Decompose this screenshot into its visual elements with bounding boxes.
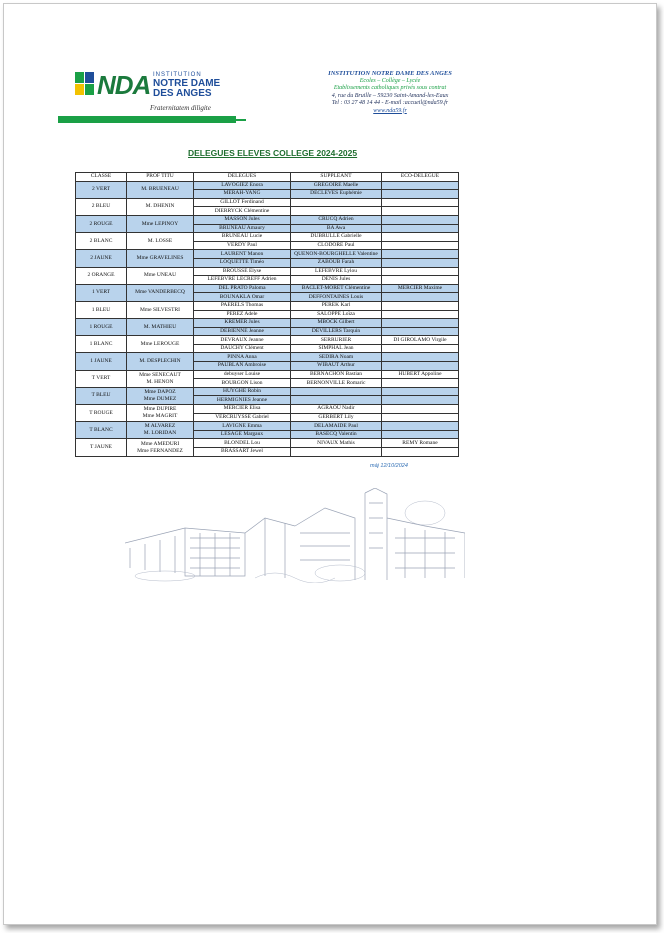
- cell-eco-delegue: MERCIER Maxime: [382, 284, 459, 293]
- cell-eco-delegue: [382, 207, 459, 216]
- motto: Fraternitatem diligite: [150, 104, 211, 112]
- cell-classe: 1 BLANC: [76, 336, 127, 353]
- table-row: [76, 250, 459, 259]
- cell-eco-delegue: [382, 344, 459, 353]
- cell-suppleant: DENIS Jules: [291, 276, 382, 285]
- cell-suppleant: LEFEBVRE Lylou: [291, 267, 382, 276]
- header-eco-delegue: ECO-DELEGUE: [382, 173, 459, 182]
- logo-name: [153, 79, 220, 99]
- cell-eco-delegue: REMY Romane: [382, 439, 459, 448]
- cell-delegue: VERDY Paul: [194, 241, 291, 250]
- cell-suppleant: [291, 387, 382, 396]
- cell-classe: 1 VERT: [76, 284, 127, 301]
- cell-prof: [127, 301, 194, 318]
- cell-prof: [127, 250, 194, 267]
- cell-eco-delegue: [382, 233, 459, 242]
- cell-delegue: LAVIGNE Emma: [194, 422, 291, 431]
- cell-prof: [127, 233, 194, 250]
- cell-delegue: HERMIGNIES Jeanne: [194, 396, 291, 405]
- prof-name: M. LOSSE: [147, 237, 173, 244]
- logo-shield-icon: [75, 70, 95, 96]
- logo-institution-text: INSTITUTION: [153, 72, 202, 78]
- address-street: 4, rue du Bruille – 59230 Saint-Amand-les-Eaux: [331, 92, 449, 99]
- cell-suppleant: SIMPHAL Jean: [291, 344, 382, 353]
- address-status: Etablissements catholiques privés sous contrat: [333, 85, 447, 91]
- header-delegues: DELEGUES: [194, 173, 291, 182]
- cell-suppleant: SEDIRA Noam: [291, 353, 382, 362]
- cell-eco-delegue: [382, 327, 459, 336]
- cell-prof: [127, 422, 194, 439]
- cell-delegue: DEBIENNE Jeanne: [194, 327, 291, 336]
- cell-suppleant: DECLEVES Euphémie: [291, 190, 382, 199]
- cell-suppleant: CLODORE Paul: [291, 241, 382, 250]
- prof-name: Mme SILVESTRI: [140, 306, 180, 313]
- delegates-table: [75, 172, 459, 457]
- cell-eco-delegue: [382, 422, 459, 431]
- table-row: [76, 198, 459, 207]
- cell-suppleant: BERNACHON Bastian: [291, 370, 382, 379]
- cell-suppleant: MBOCK Gilbert: [291, 319, 382, 328]
- cell-prof: [127, 439, 194, 456]
- cell-prof: [127, 319, 194, 336]
- cell-delegue: MERCIER Elisa: [194, 405, 291, 414]
- cell-prof: [127, 284, 194, 301]
- table-row: [76, 215, 459, 224]
- cell-delegue: BRASSART Jewel: [194, 448, 291, 457]
- cell-eco-delegue: [382, 293, 459, 302]
- cell-delegue: LAVOGIEZ Enora: [194, 181, 291, 190]
- cell-delegue: LAURENT Manon: [194, 250, 291, 259]
- cell-prof: [127, 215, 194, 232]
- cell-suppleant: DEFFONTAINES Louis: [291, 293, 382, 302]
- cell-delegue: BOUNAKLA Omar: [194, 293, 291, 302]
- table-header-row: [76, 173, 459, 182]
- cell-suppleant: GERBERT Lily: [291, 413, 382, 422]
- cell-delegue: MERAH-YANG: [194, 190, 291, 199]
- table-row: [76, 370, 459, 379]
- cell-suppleant: BA Awa: [291, 224, 382, 233]
- cell-suppleant: [291, 198, 382, 207]
- cell-suppleant: WIBAUT Arthur: [291, 362, 382, 371]
- address-schools: Ecoles – Collège – Lycée: [359, 77, 421, 84]
- school-building-sketch: [125, 488, 465, 583]
- cell-classe: 1 JAUNE: [76, 353, 127, 370]
- cell-prof: [127, 181, 194, 198]
- table-row: [76, 181, 459, 190]
- cell-delegue: DEVRAUX Jeanne: [194, 336, 291, 345]
- cell-eco-delegue: [382, 379, 459, 388]
- cell-eco-delegue: [382, 387, 459, 396]
- document-page: [3, 3, 657, 925]
- cell-suppleant: [291, 396, 382, 405]
- cell-eco-delegue: [382, 362, 459, 371]
- cell-delegue: VERCRUYSSE Gabriel: [194, 413, 291, 422]
- prof-name: Mme LEPINOY: [141, 220, 179, 227]
- cell-delegue: PAERELS Thomas: [194, 301, 291, 310]
- cell-classe: 2 BLEU: [76, 198, 127, 215]
- cell-classe: T BLEU: [76, 387, 127, 404]
- cell-suppleant: BERNONVILLE Romaric: [291, 379, 382, 388]
- table-row: [76, 336, 459, 345]
- prof-name: Mme LEROUGE: [140, 340, 180, 347]
- cell-suppleant: DELAMAIDE Paul: [291, 422, 382, 431]
- cell-eco-delegue: [382, 448, 459, 457]
- prof-name: M. MATHIEU: [143, 323, 177, 330]
- prof-name: Mme DAPOZ: [144, 388, 176, 395]
- cell-suppleant: NIVAUX Mathis: [291, 439, 382, 448]
- logo-nda-text: NDA: [97, 70, 151, 100]
- table-row: [76, 319, 459, 328]
- prof-name: Mme VANDERBECQ: [135, 289, 185, 296]
- cell-delegue: MASSON Jules: [194, 215, 291, 224]
- cell-eco-delegue: [382, 310, 459, 319]
- cell-classe: T ROUGE: [76, 405, 127, 422]
- prof-name: Mme DUPIRE: [143, 406, 177, 413]
- cell-suppleant: BACLET-MORET Clémentine: [291, 284, 382, 293]
- header-prof: PROF TITU: [127, 173, 194, 182]
- cell-prof: [127, 336, 194, 353]
- cell-prof: [127, 353, 194, 370]
- cell-delegue: DIERRYCK Clémentine: [194, 207, 291, 216]
- cell-delegue: PEREZ Adele: [194, 310, 291, 319]
- header-green-bar-cap: [236, 119, 246, 121]
- cell-suppleant: SERRURIER: [291, 336, 382, 345]
- prof-name: M. HENON: [146, 378, 174, 385]
- cell-classe: T BLANC: [76, 422, 127, 439]
- table-row: [76, 422, 459, 431]
- cell-prof: [127, 198, 194, 215]
- cell-delegue: PINNA Anna: [194, 353, 291, 362]
- cell-classe: 2 BLANC: [76, 233, 127, 250]
- prof-name: M. DESPLECHIN: [139, 358, 181, 365]
- address-web[interactable]: www.nda59.fr: [373, 107, 407, 114]
- cell-classe: 1 ROUGE: [76, 319, 127, 336]
- address-name: INSTITUTION NOTRE DAME DES ANGES: [328, 70, 452, 77]
- cell-delegue: BROUSSE Elyse: [194, 267, 291, 276]
- address-contact: Tel : 03 27 48 14 44 - E-mail :accueil@nda59.fr: [331, 100, 449, 106]
- address-block: [320, 70, 460, 115]
- prof-name: M. DHENIN: [145, 203, 175, 210]
- table-row: [76, 439, 459, 448]
- header-green-bar: [58, 116, 236, 123]
- table-row: [76, 405, 459, 414]
- cell-eco-delegue: [382, 301, 459, 310]
- cell-classe: 1 BLEU: [76, 301, 127, 318]
- header-suppleant: SUPPLEANT: [291, 173, 382, 182]
- cell-delegue: debuyser Louise: [194, 370, 291, 379]
- prof-name: Mme FERNANDEZ: [137, 447, 183, 454]
- cell-classe: T JAUNE: [76, 439, 127, 456]
- cell-eco-delegue: [382, 181, 459, 190]
- cell-prof: [127, 267, 194, 284]
- logo-name-line1: NOTRE DAME: [153, 78, 221, 89]
- cell-prof: [127, 387, 194, 404]
- cell-eco-delegue: [382, 267, 459, 276]
- cell-delegue: LEFEBVRE LECREFF Adrien: [194, 276, 291, 285]
- cell-eco-delegue: [382, 241, 459, 250]
- cell-eco-delegue: [382, 276, 459, 285]
- cell-delegue: DEL PRATO Paloma: [194, 284, 291, 293]
- cell-eco-delegue: [382, 190, 459, 199]
- prof-name: Mme SENECAUT: [139, 371, 181, 378]
- cell-suppleant: SALOPPE Loïza: [291, 310, 382, 319]
- cell-delegue: BRUNEAU Amaury: [194, 224, 291, 233]
- cell-delegue: PAUBLAN Ambroise: [194, 362, 291, 371]
- header-classe: CLASSE: [76, 173, 127, 182]
- table-row: [76, 301, 459, 310]
- prof-name: Mme MAGRIT: [142, 413, 178, 420]
- cell-eco-delegue: [382, 413, 459, 422]
- prof-name: Mme AMEDURI: [140, 440, 180, 447]
- cell-suppleant: ZABOUB Farah: [291, 258, 382, 267]
- table-row: [76, 284, 459, 293]
- cell-classe: 2 ORANGE: [76, 267, 127, 284]
- cell-eco-delegue: [382, 198, 459, 207]
- cell-eco-delegue: [382, 215, 459, 224]
- institution-logo: [75, 70, 235, 120]
- cell-eco-delegue: [382, 430, 459, 439]
- cell-eco-delegue: HUBERT Appoline: [382, 370, 459, 379]
- cell-classe: 2 JAUNE: [76, 250, 127, 267]
- cell-suppleant: BASECQ Valentin: [291, 430, 382, 439]
- cell-delegue: GILLOT Ferdinand: [194, 198, 291, 207]
- cell-eco-delegue: [382, 250, 459, 259]
- cell-suppleant: CRUCQ Adrien: [291, 215, 382, 224]
- cell-eco-delegue: [382, 319, 459, 328]
- prof-name: Mme DUMEZ: [143, 395, 177, 402]
- cell-suppleant: PEREK Karl: [291, 301, 382, 310]
- cell-delegue: KREMER Jules: [194, 319, 291, 328]
- cell-delegue: LESAGE Margaux: [194, 430, 291, 439]
- table-row: [76, 353, 459, 362]
- cell-delegue: BLONDEL Lou: [194, 439, 291, 448]
- cell-prof: [127, 370, 194, 387]
- cell-prof: [127, 405, 194, 422]
- cell-suppleant: DEVILLERS Tarquin: [291, 327, 382, 336]
- cell-eco-delegue: DI GIROLAMO Virgile: [382, 336, 459, 345]
- cell-classe: 2 ROUGE: [76, 215, 127, 232]
- update-date: màj 12/10/2024: [370, 463, 408, 469]
- prof-name: M. LORIDAN: [143, 430, 177, 437]
- cell-eco-delegue: [382, 353, 459, 362]
- cell-suppleant: [291, 207, 382, 216]
- cell-delegue: BOURGON Lison: [194, 379, 291, 388]
- table-row: [76, 387, 459, 396]
- cell-suppleant: AGRAOU Nadir: [291, 405, 382, 414]
- cell-suppleant: QUENON-BOURGHELLE Valentine: [291, 250, 382, 259]
- prof-name: M. BRUENEAU: [141, 186, 179, 193]
- logo-name-line2: DES ANGES: [153, 88, 212, 99]
- cell-delegue: BRUNEAU Lucie: [194, 233, 291, 242]
- cell-classe: T VERT: [76, 370, 127, 387]
- page-title: DELEGUES ELEVES COLLEGE 2024-2025: [188, 148, 358, 158]
- prof-name: M ALVAREZ: [144, 423, 176, 430]
- cell-delegue: HUYGHE Robin: [194, 387, 291, 396]
- cell-suppleant: GREGOIRE Maelle: [291, 181, 382, 190]
- table-row: [76, 267, 459, 276]
- cell-suppleant: [291, 448, 382, 457]
- cell-delegue: LOQUETTE Timéo: [194, 258, 291, 267]
- table-row: [76, 233, 459, 242]
- prof-name: Mme UNEAU: [143, 272, 177, 279]
- cell-eco-delegue: [382, 224, 459, 233]
- cell-delegue: DAUCHY Clément: [194, 344, 291, 353]
- cell-suppleant: DUBRULLE Gabrielle: [291, 233, 382, 242]
- cell-eco-delegue: [382, 258, 459, 267]
- cell-eco-delegue: [382, 405, 459, 414]
- cell-eco-delegue: [382, 396, 459, 405]
- cell-classe: 2 VERT: [76, 181, 127, 198]
- prof-name: Mme GRAVELINES: [136, 254, 184, 261]
